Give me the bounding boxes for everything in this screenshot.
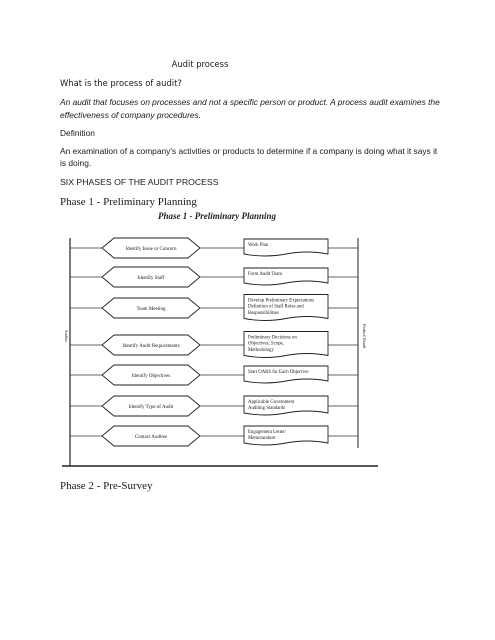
step-label: Identify Objectives	[131, 374, 171, 379]
product-label: Responsibilities	[248, 310, 279, 316]
page-title: Audit process	[171, 59, 229, 69]
step-label: Identify Type of Audit	[128, 405, 174, 410]
right-label: Product/ Result	[362, 323, 367, 349]
flowchart-body	[62, 238, 378, 466]
definition-text: An examination of a company's activities or products to determine if a company is doing what it says it is doing.	[60, 146, 438, 168]
product-label: Start OARS for Each Objective	[248, 370, 309, 375]
phases-heading: SIX PHASES OF THE AUDIT PROCESS	[60, 177, 219, 187]
left-label: Auditor	[64, 329, 69, 343]
definition-label: Definition	[60, 128, 95, 138]
product-label: Objectives, Scope,	[248, 341, 284, 347]
product-label: Auditing Standards	[248, 406, 286, 412]
step-label: Identify Issue or Concern	[125, 247, 177, 252]
flowchart-svg	[60, 208, 380, 470]
step-label: Identify Audit Requirements	[122, 344, 180, 349]
answer-text: An audit that focuses on processes and not a specific person or product. A process audit examines the effectiveness of company procedures.	[60, 97, 440, 120]
product-label: Engagement Letter/	[248, 430, 286, 435]
product-label: Work Plan	[248, 243, 269, 248]
product-label: Applicable Government	[248, 400, 295, 405]
step-label: Team Meeting	[136, 307, 166, 312]
step-label: Identify Staff	[137, 276, 165, 281]
product-label: Methodology	[248, 347, 274, 353]
question-text: What is the process of audit?	[60, 78, 182, 88]
phase2-heading: Phase 2 - Pre-Survey	[60, 480, 153, 492]
product-label: Definition of Staff Roles and	[248, 304, 304, 310]
product-label: Form Audit Team	[248, 272, 282, 277]
step-label: Contact Auditee	[134, 435, 168, 440]
preliminary-planning-flowchart	[60, 208, 380, 470]
phase1-heading: Phase 1 - Preliminary Planning	[60, 196, 197, 208]
product-label: Develop Preliminary Expectations	[248, 298, 315, 304]
product-label: Memorandum	[248, 436, 276, 442]
product-label: Preliminary Decisions on	[248, 335, 297, 341]
diagram-title: Phase 1 - Preliminary Planning	[157, 211, 277, 221]
